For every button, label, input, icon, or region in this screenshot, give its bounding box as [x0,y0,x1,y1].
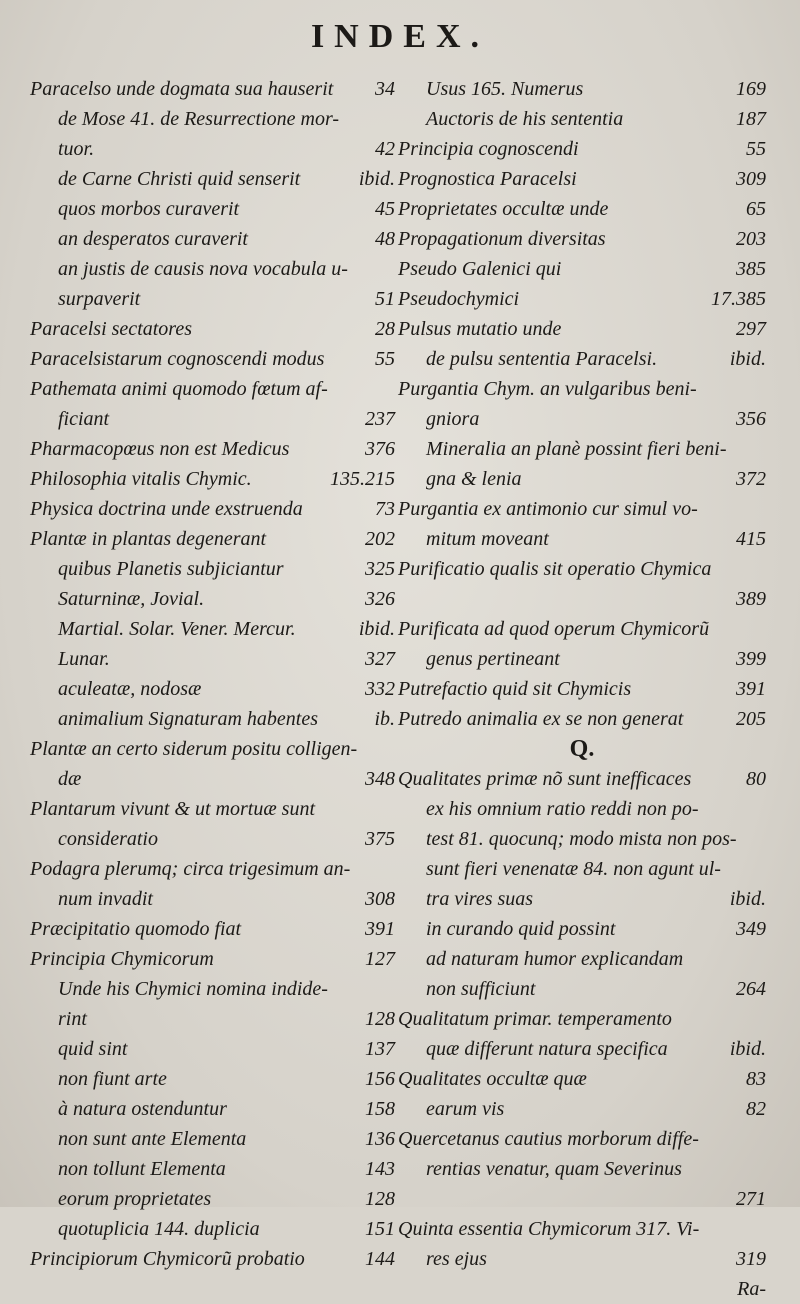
entry-page: 144 [365,1248,395,1270]
entry-page: 399 [736,648,766,670]
index-entry [398,194,766,224]
entry-page: 264 [736,978,766,1000]
entry-text: Usus 165. Numerus [426,78,584,100]
entry-page: ibid. [729,1038,766,1060]
entry-text: Pathemata animi quomodo fœtum af- [30,378,328,400]
index-entry [30,974,395,1004]
index-entry [398,854,766,884]
entry-text: ad naturam humor explicandam [426,948,684,970]
entry-page: 80 [746,768,766,790]
entry-text: Purgantia ex antimonio cur simul vo- [398,498,698,520]
entry-text: Lunar. [58,648,110,670]
section-letter-heading: Q. [569,736,595,762]
index-entry [30,254,395,284]
entry-page: ibid. [729,888,766,910]
entry-text: in curando quid possint [426,918,616,940]
entry-text: Proprietates occultæ unde [398,198,609,220]
entry-page: 82 [746,1098,766,1120]
entry-page: 55 [746,138,766,160]
entry-text: Purificatio qualis sit operatio Chymica [398,558,712,580]
entry-text: quid sint [58,1038,128,1060]
entry-page: 48 [375,228,395,250]
entry-page: 45 [375,198,395,220]
index-entry [398,644,766,674]
index-entry [398,164,766,194]
entry-text: dæ [58,768,82,790]
entry-page: 308 [365,888,395,910]
entry-text: Plantæ an certo siderum positu colligen- [30,738,358,760]
entry-text: Qualitatum primar. temperamento [398,1008,672,1030]
entry-text: consideratio [58,828,158,850]
entry-page: 202 [365,528,395,550]
index-entry [398,944,766,974]
entry-page: 325 [365,558,395,580]
entry-text: Pseudo Galenici qui [398,258,562,280]
entry-text: Purificata ad quod operum Chymicorũ [398,618,710,640]
index-entry [398,884,766,914]
index-entry [398,344,766,374]
entry-page: 415 [736,528,766,550]
index-entry [30,434,395,464]
entry-page: ib. [374,708,395,730]
index-entry [398,1004,766,1034]
index-entry [30,464,395,494]
entry-page: 271 [736,1188,766,1210]
entry-text: sunt fieri venenatæ 84. non agunt ul- [426,858,721,880]
index-column-left [30,74,395,1274]
entry-page: 385 [736,258,766,280]
entry-page: 376 [365,438,395,460]
index-entry [30,1154,395,1184]
entry-page: 297 [736,318,766,340]
entry-text: quos morbos curaverit [58,198,240,220]
entry-page: 28 [375,318,395,340]
index-entry [30,944,395,974]
index-entry [30,224,395,254]
index-entry [398,974,766,1004]
entry-page: 372 [736,468,766,490]
entry-page: 356 [736,408,766,430]
entry-text: surpaverit [58,288,141,310]
index-entry [30,554,395,584]
entry-text: an desperatos curaverit [58,228,248,250]
entry-text: eorum proprietates [58,1188,212,1210]
index-entry [30,1244,395,1274]
entry-page: 55 [375,348,395,370]
entry-text: gna & lenia [426,468,522,490]
entry-text: quibus Planetis subjiciantur [58,558,284,580]
index-entry [30,194,395,224]
index-entry [398,1124,766,1154]
entry-text: earum vis [426,1098,505,1120]
index-entry [30,74,395,104]
index-entry [398,1274,766,1304]
entry-text: Quinta essentia Chymicorum 317. Vi- [398,1218,700,1240]
entry-page: 348 [365,768,395,790]
entry-text: test 81. quocunq; modo mista non pos- [426,828,737,850]
entry-text: res ejus [426,1248,487,1270]
index-entry [30,794,395,824]
entry-text: Principia Chymicorum [30,948,214,970]
index-entry [30,914,395,944]
index-entry [398,704,766,734]
entry-text: Philosophia vitalis Chymic. [30,468,252,490]
entry-page: 83 [746,1068,766,1090]
entry-page: 203 [736,228,766,250]
entry-page: 309 [736,168,766,190]
entry-text: rint [58,1008,87,1030]
entry-text: Pharmacopœus non est Medicus [30,438,290,460]
entry-text: gniora [426,408,480,430]
index-entry [30,314,395,344]
entry-text: rentias venatur, quam Severinus [426,1158,682,1180]
entry-text: tuor. [58,138,95,160]
entry-page: 237 [365,408,395,430]
index-entry [398,614,766,644]
index-entry [30,374,395,404]
entry-page: 51 [375,288,395,310]
index-entry [30,164,395,194]
entry-text: Martial. Solar. Vener. Mercur. [58,618,296,640]
entry-text: à natura ostenduntur [58,1098,227,1120]
index-entry [30,644,395,674]
index-entry [398,1034,766,1064]
entry-page: 391 [365,918,395,940]
entry-page: 375 [365,828,395,850]
entry-text: num invadit [58,888,153,910]
entry-text: Pulsus mutatio unde [398,318,562,340]
entry-text: animalium Signaturam habentes [58,708,318,730]
entry-page: 65 [746,198,766,220]
index-entry [30,344,395,374]
entry-text: Prognostica Paracelsi [398,168,577,190]
index-entry [398,554,766,584]
index-entry [398,74,766,104]
entry-text: Unde his Chymici nomina indide- [58,978,328,1000]
entry-text: Paracelsistarum cognoscendi modus [30,348,325,370]
entry-text: Physica doctrina unde exstruenda [30,498,303,520]
entry-page: ibid. [358,618,395,640]
entry-page: Ra- [737,1278,766,1300]
index-entry [398,1094,766,1124]
entry-page: 205 [736,708,766,730]
index-entry [398,914,766,944]
page-title: INDEX. [310,18,490,55]
entry-text: aculeatæ, nodosæ [58,678,202,700]
index-entry [398,1244,766,1274]
index-entry [30,524,395,554]
index-entry [398,314,766,344]
entry-text: Mineralia an planè possint fieri beni- [426,438,727,460]
index-entry [30,134,395,164]
entry-text: de pulsu sententia Paracelsi. [426,348,658,370]
index-entry [398,224,766,254]
entry-text: Qualitates occultæ quæ [398,1068,587,1090]
index-entry [30,1124,395,1154]
entry-page: 42 [375,138,395,160]
index-entry [398,464,766,494]
entry-page: 73 [375,498,395,520]
entry-text: Qualitates primæ nõ sunt inefficaces [398,768,692,790]
index-entry [30,404,395,434]
index-entry [30,1064,395,1094]
entry-text: an justis de causis nova vocabula u- [58,258,348,280]
entry-text: Auctoris de his sententia [426,108,624,130]
index-entry [30,1034,395,1064]
index-entry [398,434,766,464]
index-entry [30,584,395,614]
index-entry [398,794,766,824]
entry-text: Plantarum vivunt & ut mortuæ sunt [30,798,315,820]
entry-text: Quercetanus cautius morborum diffe- [398,1128,699,1150]
index-entry [30,494,395,524]
entry-text: Plantæ in plantas degenerant [30,528,267,550]
entry-page: 136 [365,1128,395,1150]
entry-text: non sufficiunt [426,978,536,1000]
index-entry [30,1214,395,1244]
entry-page: 332 [365,678,395,700]
index-entry [30,614,395,644]
entry-page: 158 [365,1098,395,1120]
index-entry [30,854,395,884]
index-entry [30,1094,395,1124]
index-entry [398,584,766,614]
index-entry [30,104,395,134]
index-entry [398,254,766,284]
entry-text: Podagra plerumq; circa trigesimum an- [30,858,351,880]
entry-page: 349 [736,918,766,940]
entry-text: Putrefactio quid sit Chymicis [398,678,632,700]
index-entry [30,884,395,914]
entry-text: Paracelsi sectatores [30,318,193,340]
entry-page: 391 [736,678,766,700]
entry-text: ficiant [58,408,110,430]
index-column-right [398,74,766,1304]
index-entry [398,494,766,524]
entry-page: 326 [365,588,395,610]
entry-page: 128 [365,1008,395,1030]
entry-page: ibid. [358,168,395,190]
entry-text: tra vires suas [426,888,534,910]
entry-text: de Carne Christi quid senserit [58,168,301,190]
index-entry [398,1064,766,1094]
entry-page: 17.385 [711,288,766,310]
entry-text: Pseudochymici [398,288,520,310]
entry-page: 319 [736,1248,766,1270]
index-entry [30,284,395,314]
entry-text: Purgantia Chym. an vulgaribus beni- [398,378,697,400]
entry-text: Saturninæ, Jovial. [58,588,205,610]
entry-page: 156 [365,1068,395,1090]
entry-page: 137 [365,1038,395,1060]
index-entry [398,104,766,134]
entry-text: non tollunt Elementa [58,1158,226,1180]
entry-page: ibid. [729,348,766,370]
entry-text: de Mose 41. de Resurrectione mor- [58,108,340,130]
entry-page: 389 [736,588,766,610]
index-entry [398,374,766,404]
index-entry [398,764,766,794]
index-entry [398,134,766,164]
index-entry [30,674,395,704]
entry-text: non sunt ante Elementa [58,1128,247,1150]
index-entry [30,764,395,794]
entry-page: 127 [365,948,395,970]
index-entry [30,1184,395,1214]
index-entry [398,1184,766,1214]
index-entry [398,284,766,314]
entry-page: 151 [365,1218,395,1240]
entry-text: genus pertineant [426,648,560,670]
entry-page: 34 [375,78,395,100]
entry-text: Principiorum Chymicorũ probatio [30,1248,305,1270]
entry-text: ex his omnium ratio reddi non po- [426,798,699,820]
index-entry [398,404,766,434]
entry-page: 169 [736,78,766,100]
entry-page: 135.215 [330,468,395,490]
entry-text: mitum moveant [426,528,549,550]
entry-text: Propagationum diversitas [398,228,606,250]
index-entry [398,674,766,704]
entry-text: Præcipitatio quomodo fiat [30,918,242,940]
entry-page: 143 [365,1158,395,1180]
entry-text: Putredo animalia ex se non generat [398,708,684,730]
index-entry [398,824,766,854]
entry-text: quotuplicia 144. duplicia [58,1218,260,1240]
entry-text: non fiunt arte [58,1068,167,1090]
entry-page: 187 [736,108,766,130]
entry-text: Paracelso unde dogmata sua hauserit [30,78,334,100]
index-entry [30,824,395,854]
index-entry [30,704,395,734]
index-entry [398,524,766,554]
entry-page: 327 [365,648,395,670]
entry-page: 128 [365,1188,395,1210]
index-entry [30,1004,395,1034]
index-entry [398,1154,766,1184]
entry-text: quæ differunt natura specifica [426,1038,668,1060]
index-entry [398,1214,766,1244]
index-entry [30,734,395,764]
entry-text: Principia cognoscendi [398,138,579,160]
